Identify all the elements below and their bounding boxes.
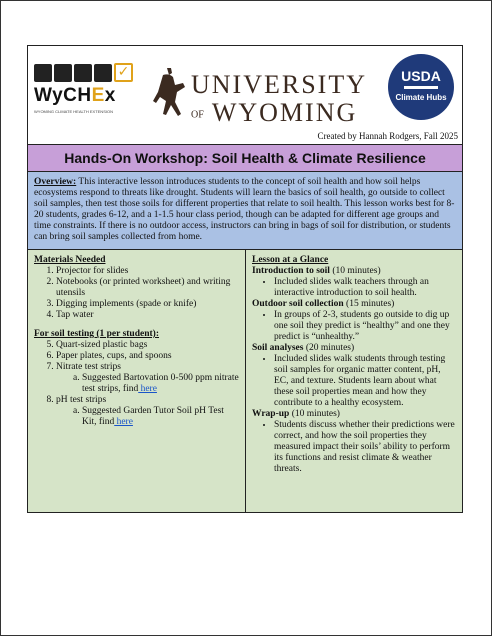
list-item — [56, 395, 239, 428]
glance-section-collection — [252, 299, 456, 343]
materials-list — [34, 266, 239, 321]
nitrate-item-label: Nitrate test strips — [56, 362, 121, 372]
glance-column — [246, 250, 462, 512]
materials-heading: Materials Needed — [34, 255, 106, 265]
uw-wyoming: WYOMING — [211, 98, 358, 127]
wychex-logo — [34, 60, 142, 114]
usda-climate-hubs-logo — [388, 54, 454, 120]
uw-of: OF — [191, 109, 204, 121]
bucking-horse-icon — [153, 66, 187, 118]
nitrate-suggestion: Suggested Bartovation 0-500 ppm nitrate test strips, find — [82, 373, 239, 394]
figure-icon — [34, 64, 52, 82]
list-item: • Included slides walk teachers through an interactive introduction to soil health. — [274, 277, 456, 299]
list-item — [82, 373, 239, 395]
list-item: 4. Tap water — [56, 310, 239, 321]
section-bullets — [252, 420, 456, 475]
section-bullets — [252, 277, 456, 299]
overview-label: Overview: — [34, 177, 77, 187]
cow-icon — [74, 64, 92, 82]
section-title: Soil analyses — [252, 343, 304, 353]
uw-logo — [153, 66, 383, 136]
usda-sub: Climate Hubs — [395, 93, 447, 102]
section-time: (10 minutes) — [289, 409, 340, 419]
list-item: • Students discuss whether their predictions were correct, and how the soil properties they measured impact their soils’ ability to perform its functions and resist climate & weather threats. — [274, 420, 456, 475]
uw-name-line1: UNIVERSITY — [191, 70, 367, 99]
section-time: (20 minutes) — [303, 343, 355, 353]
graph-icon — [54, 64, 72, 82]
list-item: 2. Notebooks (or printed worksheet) and writing utensils — [56, 277, 239, 299]
ph-here-link[interactable]: here — [114, 417, 133, 427]
list-item: 5. Quart-sized plastic bags — [56, 340, 239, 351]
nitrate-sublist — [56, 373, 239, 395]
list-item — [82, 406, 239, 428]
section-bullets — [252, 310, 456, 343]
house-icon — [94, 64, 112, 82]
ph-item-label: pH test strips — [56, 395, 107, 405]
wychex-tagline: WYOMING CLIMATE HEALTH EXTENSION — [34, 109, 113, 114]
checkmark-icon: ✓ — [114, 63, 133, 82]
wychex-wordmark: WyCHEx — [34, 85, 116, 106]
overview-section — [27, 172, 463, 250]
list-item: 1. Projector for slides — [56, 266, 239, 277]
wychex-icons — [34, 60, 142, 82]
glance-section-analyses — [252, 343, 456, 409]
section-bullets — [252, 354, 456, 409]
document — [27, 45, 463, 513]
usda-stripe — [404, 86, 438, 89]
glance-heading: Lesson at a Glance — [252, 255, 329, 265]
ph-sublist — [56, 406, 239, 428]
list-item: • In groups of 2-3, students go outside to dig up one soil they predict is “healthy” and one they predict is “unhealthy.” — [274, 310, 456, 343]
section-time: (10 minutes) — [329, 266, 381, 276]
testing-list — [34, 340, 239, 428]
two-column-section — [27, 250, 463, 513]
section-title: Outdoor soil collection — [252, 299, 344, 309]
glance-section-intro — [252, 266, 456, 299]
document-title: Hands-On Workshop: Soil Health & Climate Resilience — [27, 144, 463, 172]
list-item: • Included slides walk students through testing soil samples for organic matter content, pH, EC, and texture. Students learn about what these soil properties mean and how they contribute to a healthy ecosystem. — [274, 354, 456, 409]
created-by: Created by Hannah Rodgers, Fall 2025 — [317, 131, 458, 141]
testing-heading: For soil testing (1 per student): — [34, 329, 159, 339]
usda-text: USDA — [401, 68, 441, 84]
ph-suggestion: Suggested Garden Tutor Soil pH Test Kit, find — [82, 406, 224, 427]
uw-name-line2 — [191, 98, 357, 128]
section-title: Wrap-up — [252, 409, 290, 419]
overview-text: This interactive lesson introduces students to the concept of soil health and how soil helps ecosystems respond to threats like drought. Students will learn the basics of soil health, go outside to collect soil samples, then test those soils for different properties that relate to soil health. This lesson works best for 8-20 students, grades 6-12, and a 1-1.5 hour class period, though can be adapted for different age groups and time constraints. If there is no outdoor access, instructors can bring in bags of soil for distribution, or students can bring soil samples collected from home. — [34, 177, 455, 242]
materials-column — [28, 250, 246, 512]
section-title: Introduction to soil — [252, 266, 330, 276]
glance-section-wrapup — [252, 409, 456, 475]
section-time: (15 minutes) — [343, 299, 395, 309]
header-logos — [27, 45, 463, 144]
list-item — [56, 362, 239, 395]
list-item: 6. Paper plates, cups, and spoons — [56, 351, 239, 362]
list-item: 3. Digging implements (spade or knife) — [56, 299, 239, 310]
nitrate-here-link[interactable]: here — [138, 384, 157, 394]
